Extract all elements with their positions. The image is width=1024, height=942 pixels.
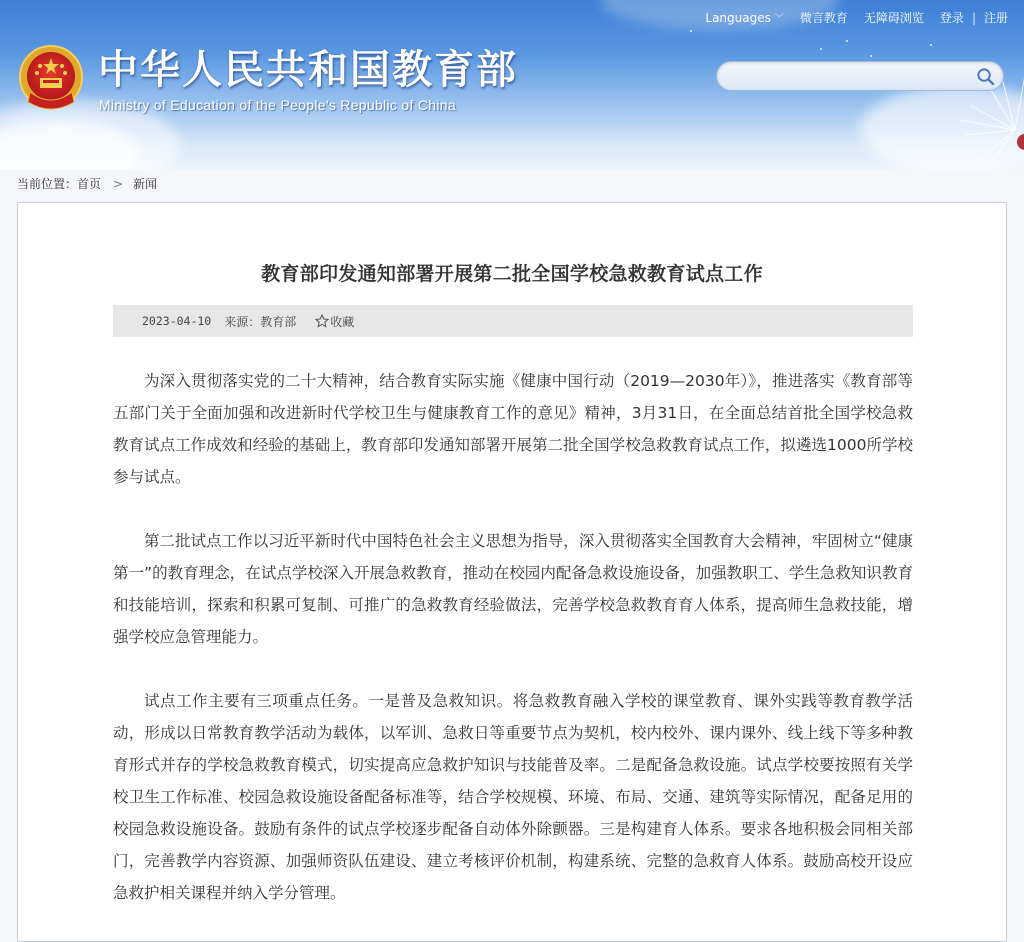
- article-panel: [17, 202, 1007, 942]
- link-separator: |: [971, 10, 976, 25]
- site-subtitle: Ministry of Education of the People's Republic of China: [99, 97, 456, 113]
- search-icon[interactable]: [976, 67, 995, 86]
- search-box: [716, 61, 1004, 91]
- languages-label: Languages: [705, 10, 771, 25]
- breadcrumb: [17, 175, 157, 192]
- sparkle-decoration: [846, 40, 848, 42]
- sparkle-decoration: [820, 48, 822, 50]
- chevron-down-icon: ﹀: [774, 13, 784, 24]
- article-paragraph: 为深入贯彻落实党的二十大精神，结合教育实际实施《健康中国行动（2019—2030年）》，推进落实《教育部等五部门关于全面加强和改进新时代学校卫生与健康教育工作的意见》精神，3月31日，在全面总结首批全国学校急救教育试点工作成效和经验的基础上，教育部印发通知部署开展第二批全国学校急救教育试点工作，拟遴选1000所学校参与试点。: [113, 372, 913, 486]
- top-utility-bar: [705, 9, 1008, 26]
- breadcrumb-current[interactable]: 新闻: [133, 177, 158, 191]
- search-input[interactable]: [729, 66, 973, 88]
- article-date: 2023-04-10: [142, 314, 212, 328]
- article-title: 教育部印发通知部署开展第二批全国学校急救教育试点工作: [261, 263, 763, 285]
- article-source: 来源：教育部: [224, 314, 297, 329]
- site-header: [0, 0, 1024, 170]
- languages-menu[interactable]: [705, 11, 784, 25]
- breadcrumb-home[interactable]: 首页: [77, 177, 102, 191]
- breadcrumb-label: 当前位置：: [17, 177, 78, 191]
- article-paragraph: 第二批试点工作以习近平新时代中国特色社会主义思想为指导，深入贯彻落实全国教育大会精神，牢固树立“健康第一”的教育理念，在试点学校深入开展急救教育，推动在校园内配备急救设施设备，加强教职工、学生急救知识教育和技能培训，探索和积累可复制、可推广的急救教育经验做法，完善学校急救教育育人体系，提高师生急救技能，增强学校应急管理能力。: [113, 532, 913, 646]
- login-link[interactable]: 登录: [939, 11, 964, 25]
- site-title[interactable]: 中华人民共和国教育部: [98, 47, 518, 93]
- sparkle-decoration: [690, 30, 692, 32]
- favorite-button[interactable]: [315, 313, 354, 330]
- star-icon: [315, 314, 329, 328]
- register-link[interactable]: 注册: [983, 11, 1008, 25]
- weibo-link[interactable]: 微言教育: [799, 11, 848, 25]
- sparkle-decoration: [930, 44, 932, 46]
- chevron-right-icon: >: [113, 176, 124, 191]
- favorite-label: 收藏: [330, 314, 355, 329]
- article-meta-bar: [113, 305, 913, 337]
- sparkle-decoration: [870, 55, 872, 57]
- article-body: [113, 365, 913, 941]
- accessibility-link[interactable]: 无障碍浏览: [863, 11, 924, 25]
- national-emblem-icon[interactable]: [18, 44, 84, 114]
- article-paragraph: 试点工作主要有三项重点任务。一是普及急救知识。将急救教育融入学校的课堂教育、课外实践等教育教学活动，形成以日常教育教学活动为载体，以军训、急救日等重要节点为契机，校内校外、课内课外、线上线下等多种教育形式并存的学校急救教育模式，切实提高应急救护知识与技能普及率。二是配备急救设施。试点学校要按照有关学校卫生工作标准、校园急救设施设备配备标准等，结合学校规模、环境、布局、交通、建筑等实际情况，配备足用的校园急救设施设备。鼓励有条件的试点学校逐步配备自动体外除颤器。三是构建育人体系。要求各地积极会同相关部门，完善教学内容资源、加强师资队伍建设、建立考核评价机制，构建系统、完整的急救育人体系。鼓励高校开设应急救护相关课程并纳入学分管理。: [113, 692, 913, 902]
